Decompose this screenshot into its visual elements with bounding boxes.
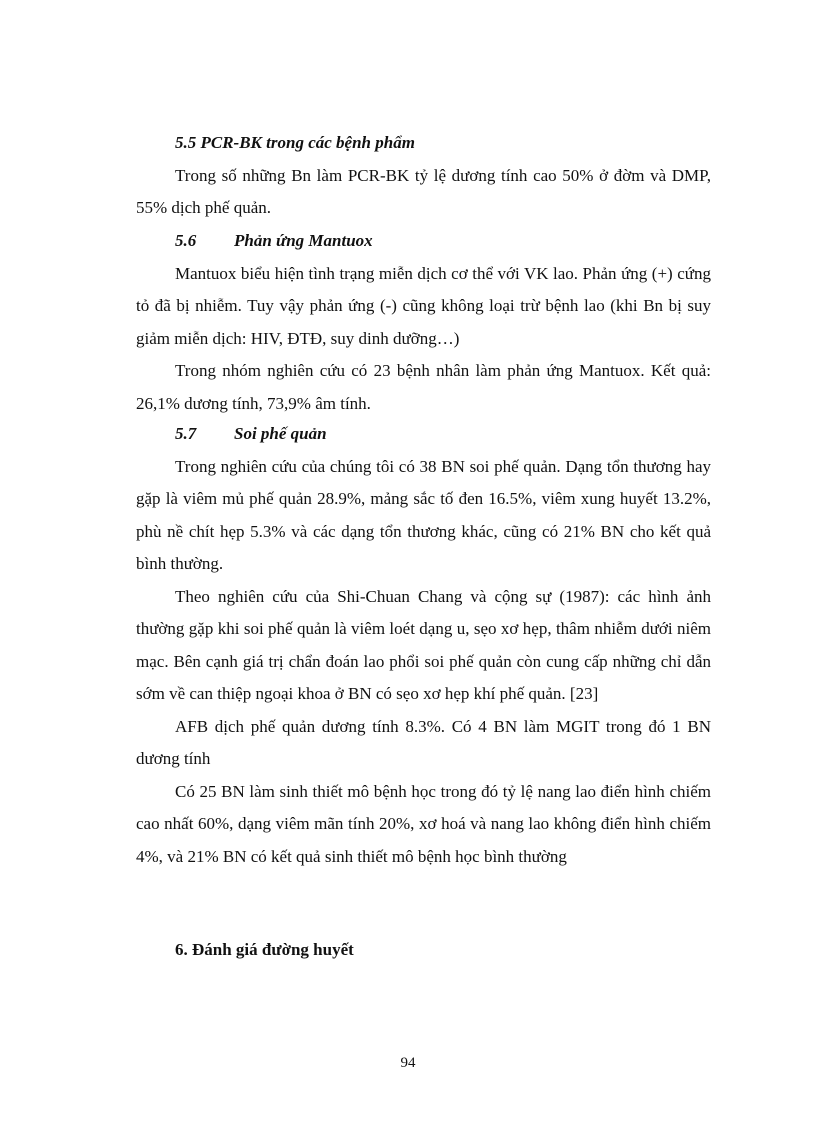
section-5-7 — [136, 418, 711, 873]
section-heading-5-7 — [136, 418, 711, 451]
page-number: 94 — [400, 1055, 416, 1071]
paragraph: Theo nghiên cứu của Shi-Chuan Chang và cộng sự (1987): các hình ảnh thường gặp khi soi phế quản là viêm loét dạng u, sẹo xơ hẹp, thâm nhiễm dưới niêm mạc. Bên cạnh giá trị chẩn đoán lao phổi soi phế quản còn cung cấp những chỉ dẫn sớm về can thiệp ngoại khoa ở BN có sẹo xơ hẹp khí phế quản. [23] — [136, 586, 711, 703]
section-title: Phản ứng Mantuox — [234, 231, 373, 250]
section-heading-5-5: 5.5 PCR-BK trong các bệnh phẩm — [175, 133, 415, 152]
paragraph: Trong số những Bn làm PCR-BK tỷ lệ dương tính cao 50% ở đờm và DMP, 55% dịch phế quản. — [136, 165, 711, 217]
section-6 — [136, 934, 711, 967]
paragraph: AFB dịch phế quản dương tính 8.3%. Có 4 BN làm MGIT trong đó 1 BN dương tính — [136, 716, 711, 768]
section-number: 5.6 — [175, 231, 197, 250]
section-number: 5.7 — [175, 424, 197, 443]
paragraph: Có 25 BN làm sinh thiết mô bệnh học trong đó tỷ lệ nang lao điển hình chiếm cao nhất 60%, dạng viêm mãn tính 20%, xơ hoá và nang lao không điển hình chiếm 4%, và 21% BN có kết quả sinh thiết mô bệnh học bình thường — [136, 781, 711, 866]
paragraph: Trong nhóm nghiên cứu có 23 bệnh nhân làm phản ứng Mantuox. Kết quả: 26,1% dương tính, 73,9% âm tính. — [136, 361, 711, 413]
paragraph: Mantuox biểu hiện tình trạng miễn dịch cơ thể với VK lao. Phản ứng (+) cứng tỏ đã bị nhiễm. Tuy vậy phản ứng (-) cũng không loại trừ bệnh lao (khi Bn bị suy giảm miễn dịch: HIV, ĐTĐ, suy dinh dưỡng…) — [136, 263, 711, 348]
section-5-6 — [136, 225, 711, 420]
section-heading-6: 6. Đánh giá đường huyết — [175, 940, 354, 959]
section-heading-5-6 — [136, 225, 711, 258]
paragraph: Trong nghiên cứu của chúng tôi có 38 BN soi phế quản. Dạng tổn thương hay gặp là viêm mủ phế quản 28.9%, mảng sắc tố đen 16.5%, viêm xung huyết 13.2%, phù nề chít hẹp 5.3% và các dạng tổn thương khác, cũng có 21% BN cho kết quả bình thường. — [136, 456, 711, 573]
section-title: Soi phế quản — [234, 424, 327, 443]
section-5-5 — [136, 127, 711, 225]
